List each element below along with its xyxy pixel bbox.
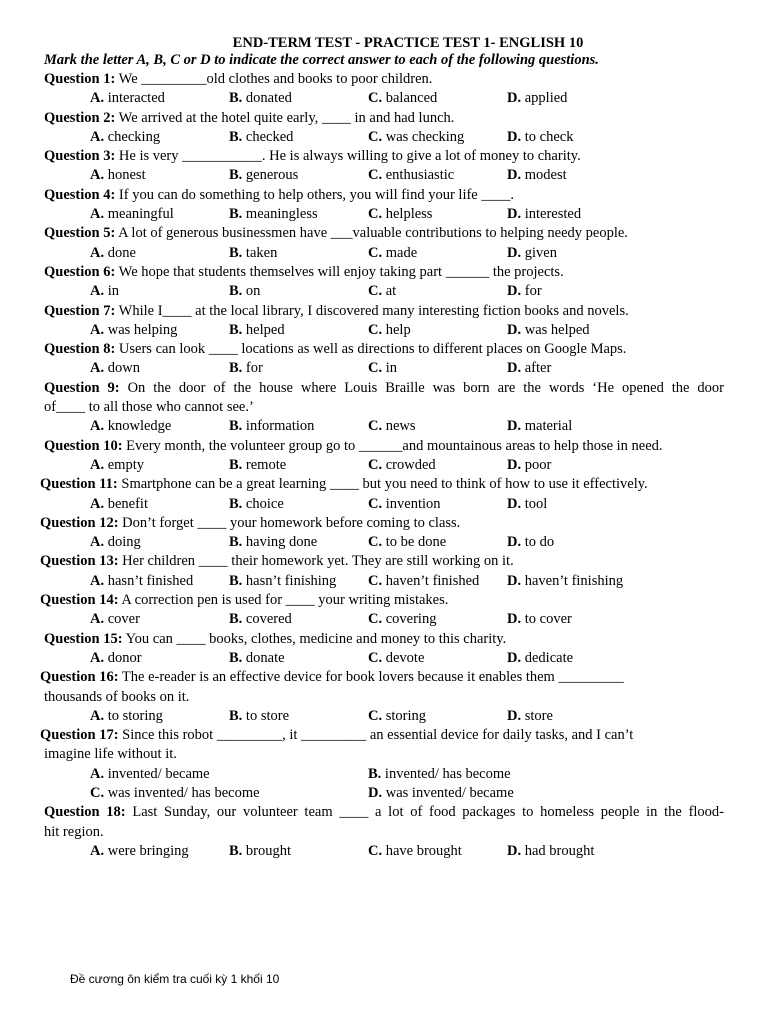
option-letter: B.: [229, 611, 243, 628]
option-c: balanced: [385, 90, 438, 107]
question-text: Don’t forget ____ your homework before coming to class.: [122, 514, 461, 531]
option-a: knowledge: [107, 418, 172, 435]
question-text: Her children ____ their homework yet. They are still working on it.: [122, 553, 514, 570]
question-text-continued: hit region.: [44, 823, 104, 840]
option-letter: A.: [90, 128, 105, 145]
question-7: [0, 302, 768, 341]
question-10: [0, 437, 768, 476]
option-d: was invented/ became: [385, 784, 514, 801]
option-b: information: [245, 418, 315, 435]
option-letter: D.: [507, 456, 522, 473]
question-12: [0, 514, 768, 553]
option-b: hasn’t finishing: [245, 572, 337, 589]
option-letter: A.: [90, 765, 105, 782]
question-label: Question 13:: [40, 553, 119, 570]
option-letter: C.: [368, 360, 383, 377]
option-c: devote: [385, 649, 425, 666]
question-label: Question 9:: [44, 379, 120, 396]
option-letter: B.: [229, 707, 243, 724]
question-text: We arrived at the hotel quite early, ____ in and had lunch.: [118, 109, 455, 126]
option-a: checking: [107, 128, 161, 145]
option-b: having done: [245, 534, 318, 551]
question-text: Smartphone can be a great learning ____ but you need to think of how to use it effectively.: [121, 476, 648, 493]
option-d: to do: [524, 534, 555, 551]
question-label: Question 3:: [44, 148, 116, 165]
option-letter: A.: [90, 244, 105, 261]
option-c: news: [385, 418, 416, 435]
option-d: haven’t finishing: [524, 572, 624, 589]
option-d: interested: [524, 206, 582, 223]
option-letter: D.: [507, 842, 522, 859]
option-b: donate: [245, 649, 285, 666]
question-14: [0, 591, 768, 630]
question-text: On the door of the house where Louis Braille was born are the words ‘He opened the door: [127, 379, 725, 396]
option-d: was helped: [524, 321, 590, 338]
option-letter: A.: [90, 707, 105, 724]
option-letter: C.: [368, 418, 383, 435]
question-text: A lot of generous businessmen have ___valuable contributions to helping needy people.: [118, 225, 628, 242]
question-text-continued: thousands of books on it.: [44, 688, 190, 705]
option-b: to store: [245, 707, 290, 724]
option-c: help: [385, 321, 411, 338]
option-letter: A.: [90, 206, 105, 223]
option-letter: C.: [368, 244, 383, 261]
option-letter: B.: [229, 495, 243, 512]
page-footer: Đề cương ôn kiểm tra cuối kỳ 1 khối 10: [70, 972, 280, 986]
instruction-text: Mark the letter A, B, C or D to indicate the correct answer to each of the following questions.: [44, 52, 599, 68]
option-letter: B.: [229, 418, 243, 435]
option-a: hasn’t finished: [107, 572, 194, 589]
option-letter: C.: [368, 842, 383, 859]
question-text: Since this robot _________, it _________ an essential device for daily tasks, and I can’t: [118, 727, 634, 744]
option-letter: A.: [90, 167, 105, 184]
option-letter: C.: [368, 534, 383, 551]
option-letter: B.: [229, 842, 243, 859]
option-letter: D.: [507, 649, 522, 666]
option-c: haven’t finished: [385, 572, 480, 589]
option-b: helped: [245, 321, 285, 338]
option-b: choice: [245, 495, 284, 512]
option-letter: D.: [507, 572, 522, 589]
option-letter: D.: [507, 283, 522, 300]
question-label: Question 8:: [44, 341, 116, 358]
option-letter: A.: [90, 534, 105, 551]
option-letter: A.: [90, 842, 105, 859]
option-letter: C.: [368, 206, 383, 223]
option-a: donor: [107, 649, 142, 666]
option-a: cover: [107, 611, 140, 628]
question-text: A correction pen is used for ____ your writing mistakes.: [121, 592, 449, 609]
question-label: Question 5:: [44, 225, 116, 242]
option-letter: D.: [507, 206, 522, 223]
question-label: Question 14:: [40, 592, 119, 609]
option-d: poor: [524, 456, 552, 473]
question-label: Question 1:: [44, 71, 116, 87]
question-text: Last Sunday, our volunteer team ____ a lot of food packages to homeless people in the flood-: [132, 804, 725, 821]
option-letter: D.: [507, 90, 522, 107]
option-letter: D.: [507, 128, 522, 145]
option-b: generous: [245, 167, 299, 184]
option-c: crowded: [385, 456, 436, 473]
question-text: We hope that students themselves will enjoy taking part ______ the projects.: [118, 263, 564, 280]
question-text: Users can look ____ locations as well as directions to different places on Google Maps.: [118, 341, 627, 358]
option-letter: D.: [507, 321, 522, 338]
option-letter: B.: [229, 244, 243, 261]
option-letter: A.: [90, 321, 105, 338]
option-letter: D.: [507, 244, 522, 261]
question-label: Question 12:: [40, 514, 119, 531]
option-letter: C.: [368, 495, 383, 512]
option-d: modest: [524, 167, 567, 184]
option-d: given: [524, 244, 557, 261]
question-label: Question 7:: [44, 302, 116, 319]
option-b: checked: [245, 128, 294, 145]
option-letter: C.: [368, 707, 383, 724]
question-label: Question 17:: [40, 727, 119, 744]
option-letter: B.: [229, 360, 243, 377]
option-letter: A.: [90, 495, 105, 512]
option-c: storing: [385, 707, 427, 724]
option-b: taken: [245, 244, 278, 261]
option-d: after: [524, 360, 552, 377]
option-letter: C.: [368, 283, 383, 300]
option-letter: A.: [90, 283, 105, 300]
option-c: at: [385, 283, 397, 300]
option-b: on: [245, 283, 261, 300]
option-letter: C.: [368, 167, 383, 184]
option-a: benefit: [107, 495, 148, 512]
option-a: in: [107, 283, 120, 300]
option-a: down: [107, 360, 140, 377]
option-letter: A.: [90, 456, 105, 473]
option-b: invented/ has become: [384, 765, 511, 782]
option-letter: D.: [507, 360, 522, 377]
option-letter: B.: [229, 167, 243, 184]
question-18: [0, 803, 768, 861]
question-label: Question 18:: [44, 804, 126, 821]
option-letter: C.: [368, 128, 383, 145]
option-c: have brought: [385, 842, 462, 859]
question-label: Question 6:: [44, 263, 116, 280]
option-a: were bringing: [107, 842, 189, 859]
question-text: The e-reader is an effective device for book lovers because it enables them _________: [121, 669, 624, 686]
question-text: Every month, the volunteer group go to ______and mountainous areas to help those in need.: [126, 437, 663, 454]
option-d: to check: [524, 128, 574, 145]
option-letter: A.: [90, 611, 105, 628]
option-letter: D.: [507, 495, 522, 512]
question-text: He is very ___________. He is always willing to give a lot of money to charity.: [118, 148, 581, 165]
option-letter: B.: [229, 456, 243, 473]
page-title: END-TERM TEST - PRACTICE TEST 1- ENGLISH 10: [232, 35, 584, 51]
question-1: [0, 70, 768, 109]
question-text: If you can do something to help others, you will find your life ____.: [118, 186, 514, 203]
question-text: We _________old clothes and books to poor children.: [118, 71, 433, 87]
option-letter: C.: [368, 649, 383, 666]
option-c: invention: [385, 495, 441, 512]
question-4: [0, 186, 768, 225]
option-letter: B.: [229, 321, 243, 338]
option-letter: A.: [90, 649, 105, 666]
option-a: empty: [107, 456, 144, 473]
option-d: applied: [524, 90, 568, 107]
option-letter: D.: [507, 418, 522, 435]
option-letter: C.: [368, 90, 383, 107]
question-label: Question 15:: [44, 630, 123, 647]
option-a: done: [107, 244, 136, 261]
option-letter: D.: [507, 611, 522, 628]
option-letter: C.: [90, 784, 105, 801]
option-letter: B.: [229, 206, 243, 223]
option-letter: A.: [90, 90, 105, 107]
option-d: dedicate: [524, 649, 574, 666]
option-letter: A.: [90, 418, 105, 435]
option-a: interacted: [107, 90, 165, 107]
option-d: to cover: [524, 611, 572, 628]
option-b: for: [245, 360, 263, 377]
question-label: Question 2:: [44, 109, 116, 126]
question-15: [0, 630, 768, 669]
option-letter: D.: [368, 784, 383, 801]
option-d: tool: [524, 495, 548, 512]
option-letter: B.: [229, 283, 243, 300]
question-2: [0, 109, 768, 148]
option-letter: D.: [507, 534, 522, 551]
question-label: Question 11:: [40, 476, 118, 493]
option-b: meaningless: [245, 206, 318, 223]
question-6: [0, 263, 768, 302]
question-text: While I____ at the local library, I discovered many interesting fiction books and novels.: [118, 302, 629, 319]
question-9: [0, 379, 768, 437]
question-label: Question 16:: [40, 669, 119, 686]
option-letter: C.: [368, 572, 383, 589]
option-c: enthusiastic: [385, 167, 455, 184]
question-text-continued: of____ to all those who cannot see.’: [44, 399, 254, 416]
question-text: You can ____ books, clothes, medicine and money to this charity.: [125, 630, 507, 647]
option-letter: B.: [229, 90, 243, 107]
option-b: brought: [245, 842, 292, 859]
option-letter: B.: [229, 572, 243, 589]
option-a: to storing: [107, 707, 163, 724]
option-letter: C.: [368, 611, 383, 628]
option-c: to be done: [385, 534, 447, 551]
option-a: meaningful: [107, 206, 174, 223]
question-8: [0, 340, 768, 379]
option-a: was helping: [107, 321, 178, 338]
option-letter: C.: [368, 456, 383, 473]
option-c: helpless: [385, 206, 433, 223]
question-3: [0, 147, 768, 186]
option-letter: D.: [507, 707, 522, 724]
question-label: Question 10:: [44, 437, 123, 454]
option-b: covered: [245, 611, 292, 628]
question-16: [0, 668, 768, 726]
option-c: covering: [385, 611, 437, 628]
option-letter: D.: [507, 167, 522, 184]
option-letter: B.: [229, 649, 243, 666]
option-letter: B.: [229, 128, 243, 145]
option-d: material: [524, 418, 573, 435]
option-b: donated: [245, 90, 292, 107]
option-letter: C.: [368, 321, 383, 338]
option-c: was checking: [385, 128, 465, 145]
option-d: for: [524, 283, 542, 300]
question-label: Question 4:: [44, 186, 116, 203]
option-d: had brought: [524, 842, 595, 859]
option-c: made: [385, 244, 418, 261]
option-letter: A.: [90, 572, 105, 589]
option-a: honest: [107, 167, 146, 184]
question-text-continued: imagine life without it.: [44, 746, 177, 763]
option-d: store: [524, 707, 553, 724]
option-letter: B.: [229, 534, 243, 551]
option-a: doing: [107, 534, 141, 551]
option-letter: A.: [90, 360, 105, 377]
option-c: was invented/ has become: [107, 784, 260, 801]
question-11: [0, 475, 768, 514]
question-13: [0, 552, 768, 591]
option-b: remote: [245, 456, 287, 473]
option-letter: B.: [368, 765, 382, 782]
question-17: [0, 726, 768, 803]
question-5: [0, 224, 768, 263]
option-a: invented/ became: [107, 765, 210, 782]
option-c: in: [385, 360, 398, 377]
question-list: [0, 70, 768, 861]
